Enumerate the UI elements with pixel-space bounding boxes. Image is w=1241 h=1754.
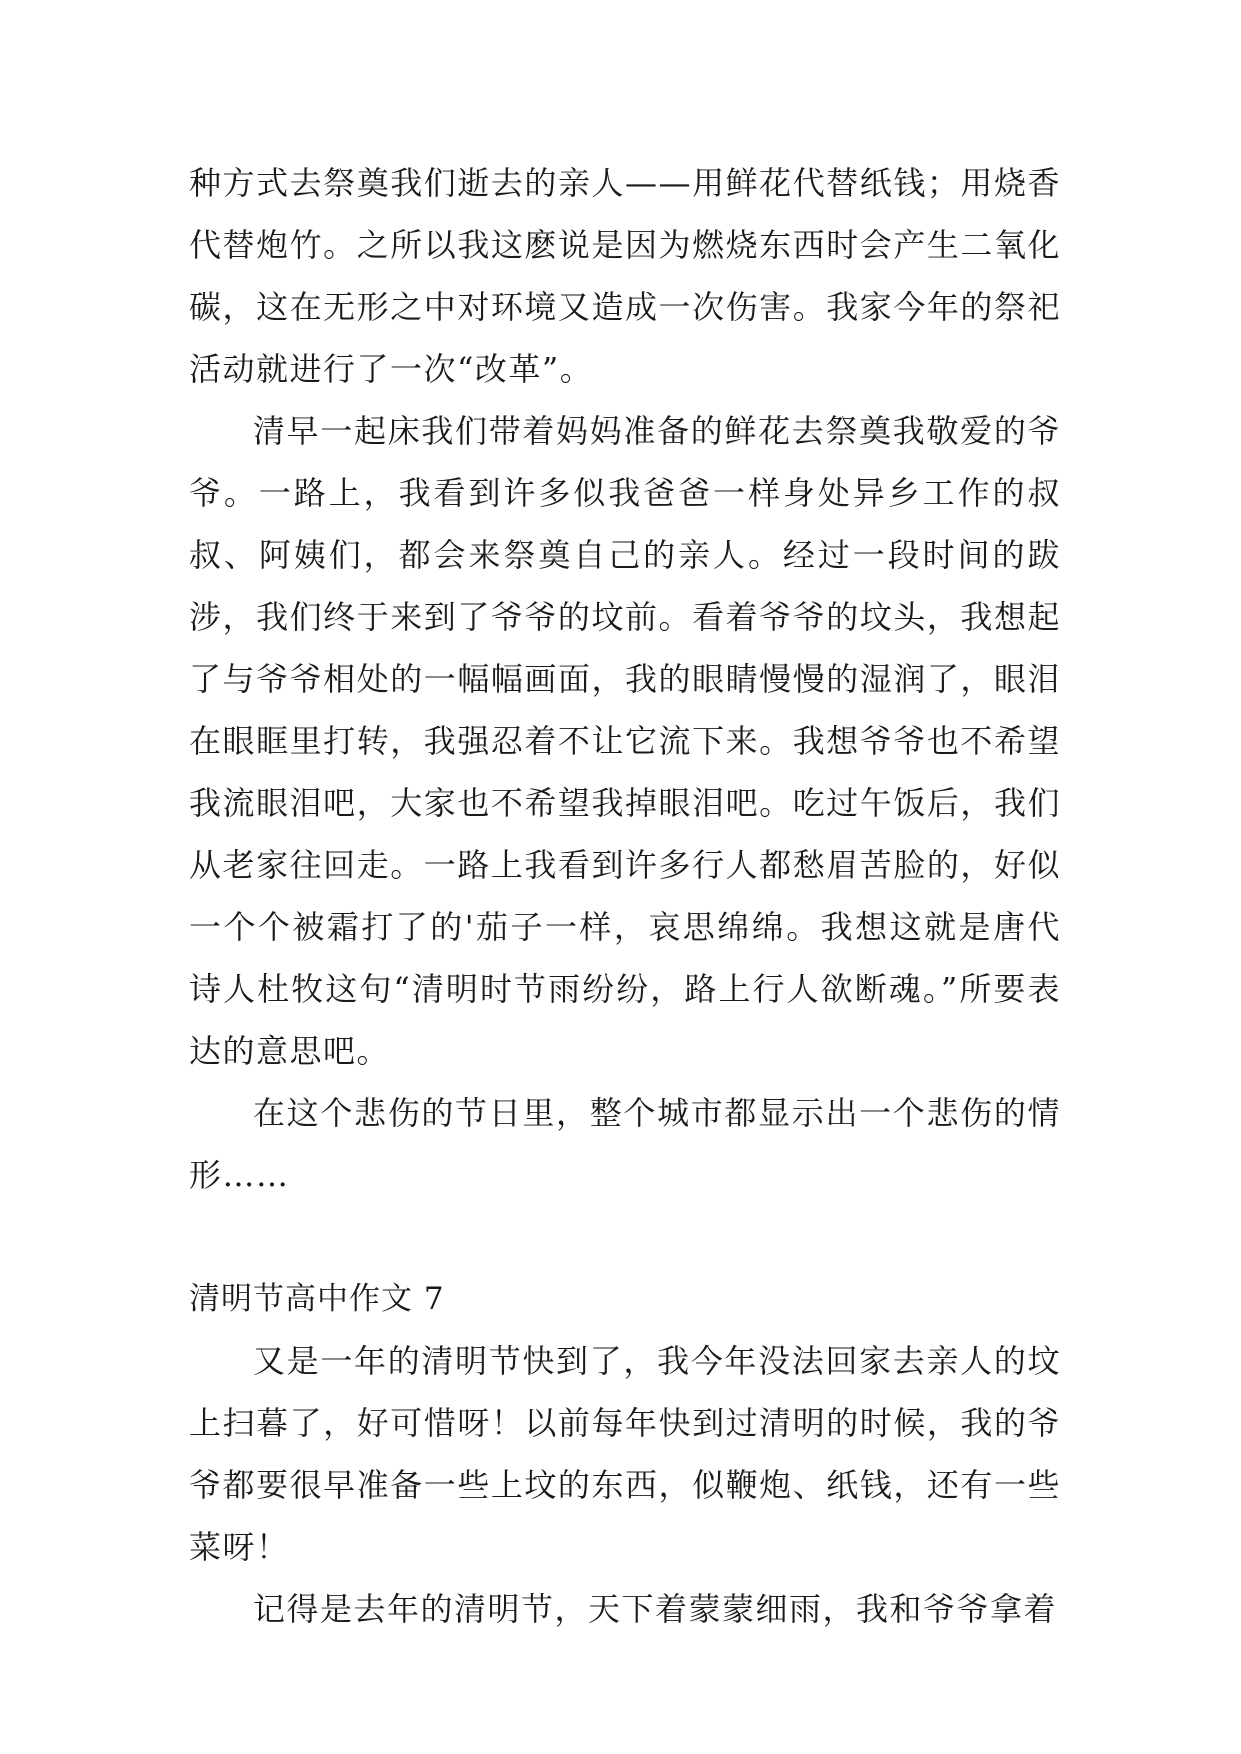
paragraph-continuation: 种方式去祭奠我们逝去的亲人——用鲜花代替纸钱；用烧香代替炮竹。之所以我这麽说是因为燃烧东西时会产生二氧化碳，这在无形之中对环境又造成一次伤害。我家今年的祭祀活动就进行了一次“改革”。 bbox=[189, 164, 1061, 388]
blank-line bbox=[189, 1206, 1061, 1268]
paragraph-beishang: 在这个悲伤的节日里，整个城市都显示出一个悲伤的情形…… bbox=[189, 1094, 1061, 1194]
paragraph-jide: 记得是去年的清明节，天下着蒙蒙细雨，我和爷爷拿着 bbox=[253, 1590, 1058, 1628]
section-heading: 清明节高中作文 7 bbox=[189, 1281, 445, 1317]
paragraph-youshi: 又是一年的清明节快到了，我今年没法回家去亲人的坟上扫暮了，好可惜呀！以前每年快到过清明的时候，我的爷爷都要很早准备一些上坟的东西，似鞭炮、纸钱，还有一些菜呀！ bbox=[189, 1342, 1061, 1566]
document-body bbox=[189, 152, 1061, 1640]
paragraph-qingzao: 清早一起床我们带着妈妈准备的鲜花去祭奠我敬爱的爷爷。一路上，我看到许多似我爸爸一样身处异乡工作的叔叔、阿姨们，都会来祭奠自己的亲人。经过一段时间的跋涉，我们终于来到了爷爷的坟前。看着爷爷的坟头，我想起了与爷爷相处的一幅幅画面，我的眼睛慢慢的湿润了，眼泪在眼眶里打转，我强忍着不让它流下来。我想爷爷也不希望我流眼泪吧，大家也不希望我掉眼泪吧。吃过午饭后，我们从老家往回走。一路上我看到许多行人都愁眉苦脸的，好似一个个被霜打了的'茄子一样，哀思绵绵。我想这就是唐代诗人杜牧这句“清明时节雨纷纷，路上行人欲断魂。”所要表达的意思吧。 bbox=[189, 412, 1061, 1070]
